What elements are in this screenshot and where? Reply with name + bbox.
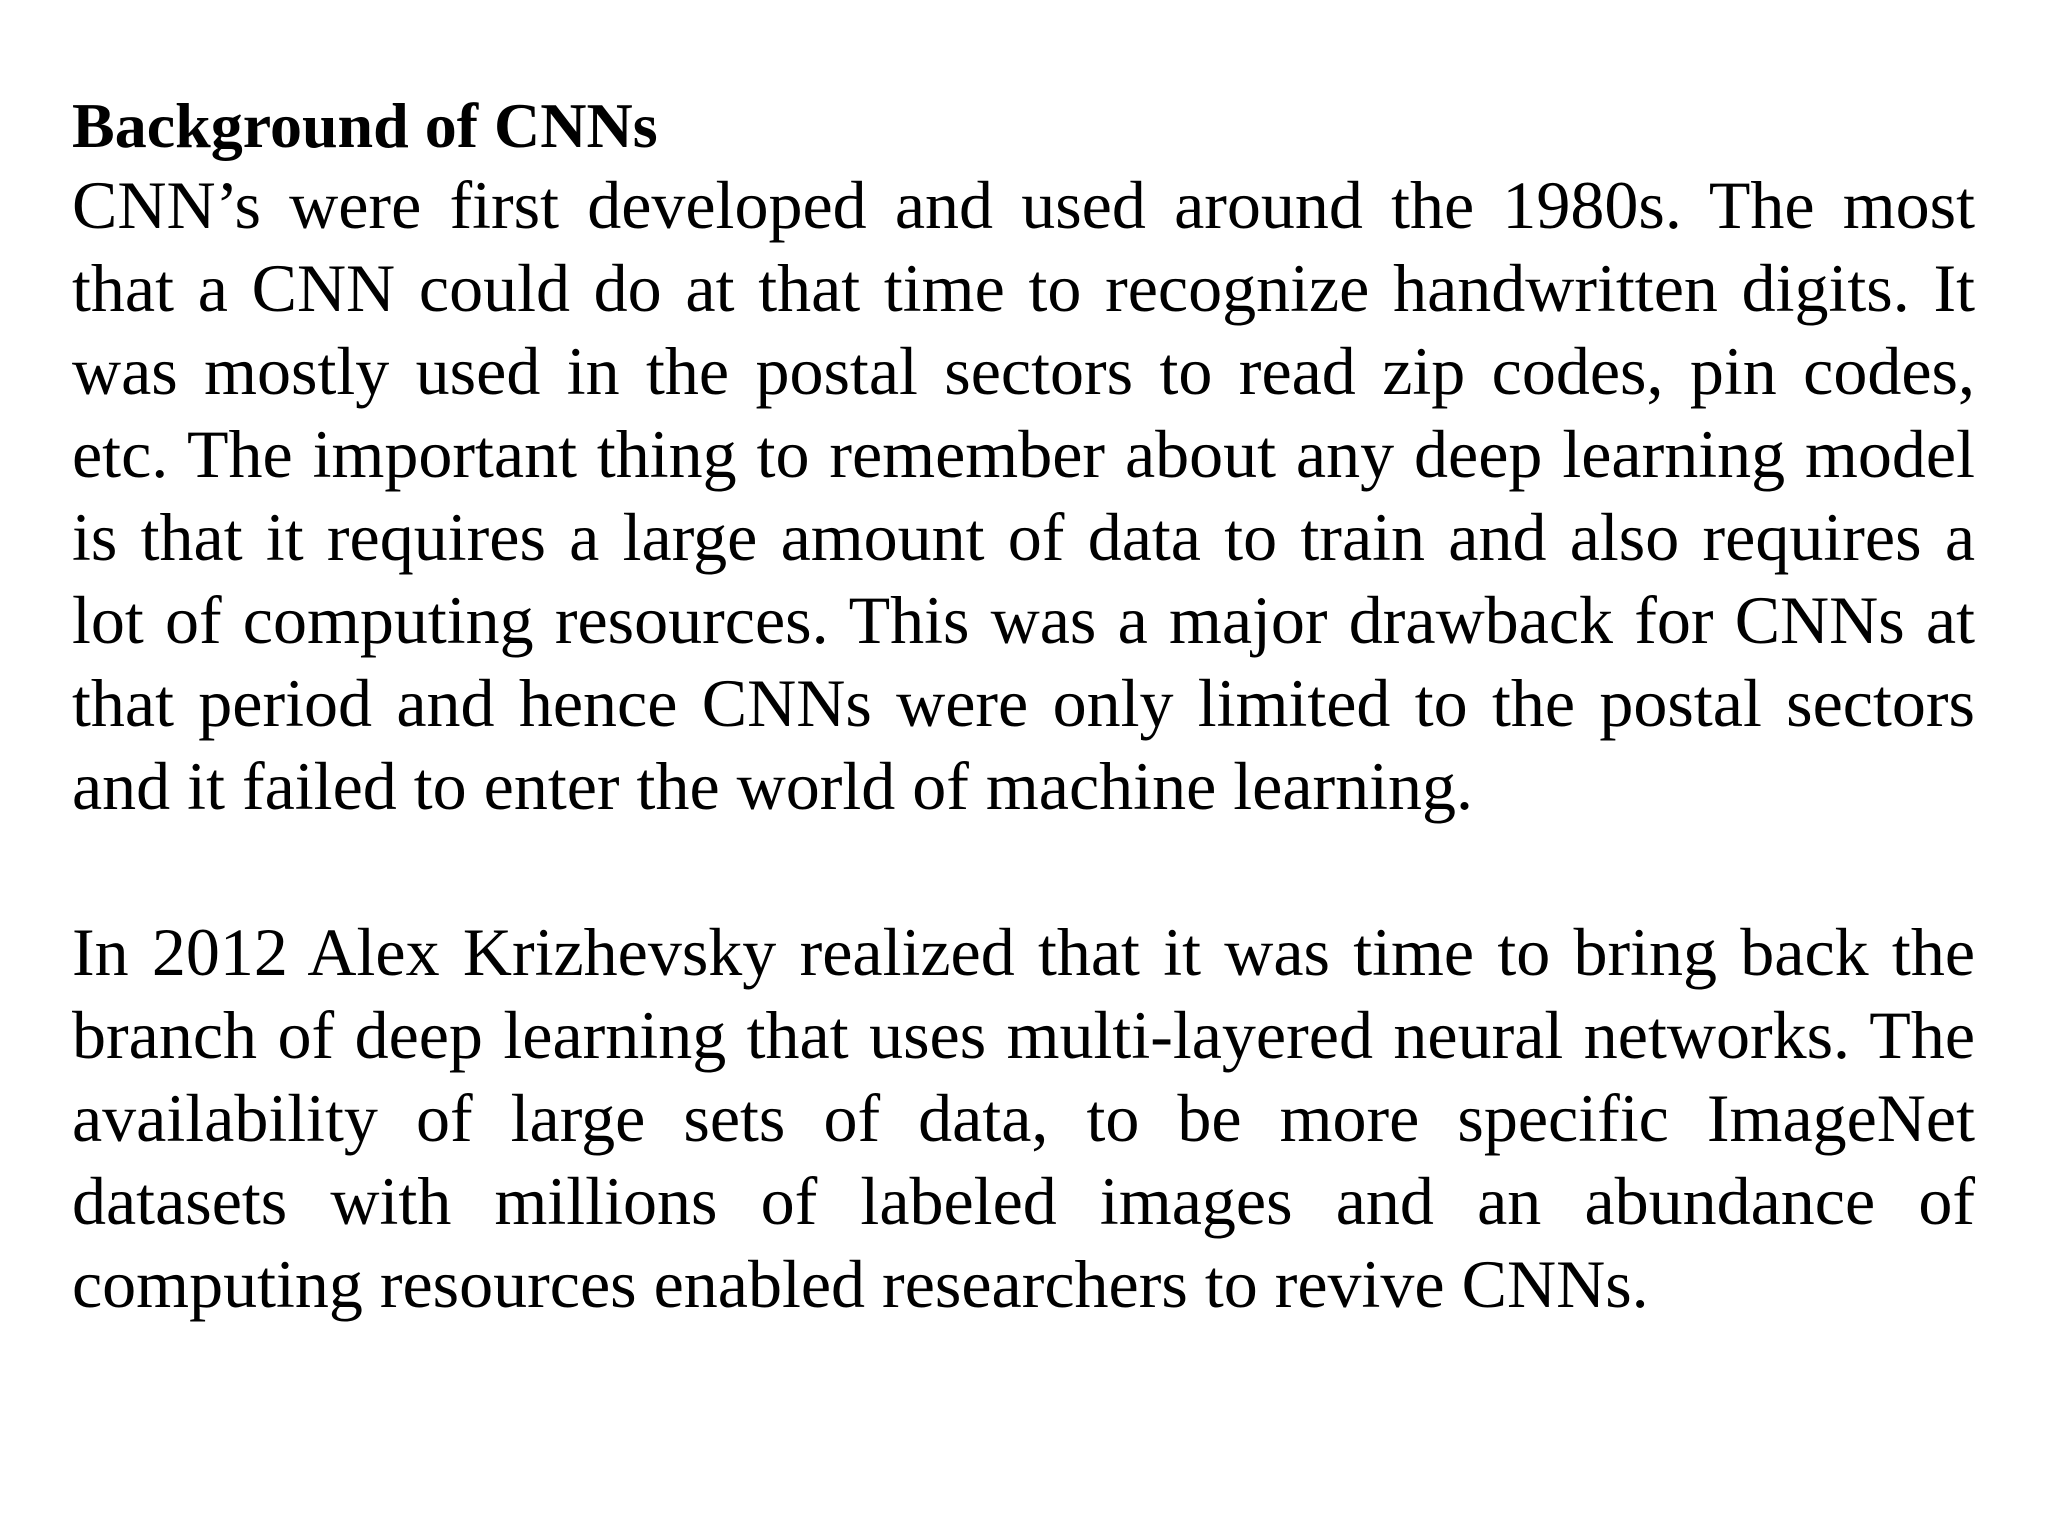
paragraph-cnn-history: CNN’s were first developed and used around the 1980s. The most that a CNN could do at that time to recognize handwritten digits. It was mostly used in the postal sectors to read zip codes, pin codes, etc. The important thing to remember about any deep learning model is that it requires a large amount of data to train and also requires a lot of computing resources. This was a major drawback for CNNs at that period and hence CNNs were only limited to the postal sectors and it failed to enter the world of machine learning. — [72, 167, 1975, 824]
paragraph-cnn-revival: In 2012 Alex Krizhevsky realized that it was time to bring back the branch of deep learning that uses multi-layered neural networks. The availability of large sets of data, to be more specific ImageNet datasets with millions of labeled images and an abundance of computing resources enabled researchers to revive CNNs. — [72, 914, 1975, 1322]
document-page — [72, 88, 1975, 1326]
section-heading: Background of CNNs — [72, 90, 658, 161]
